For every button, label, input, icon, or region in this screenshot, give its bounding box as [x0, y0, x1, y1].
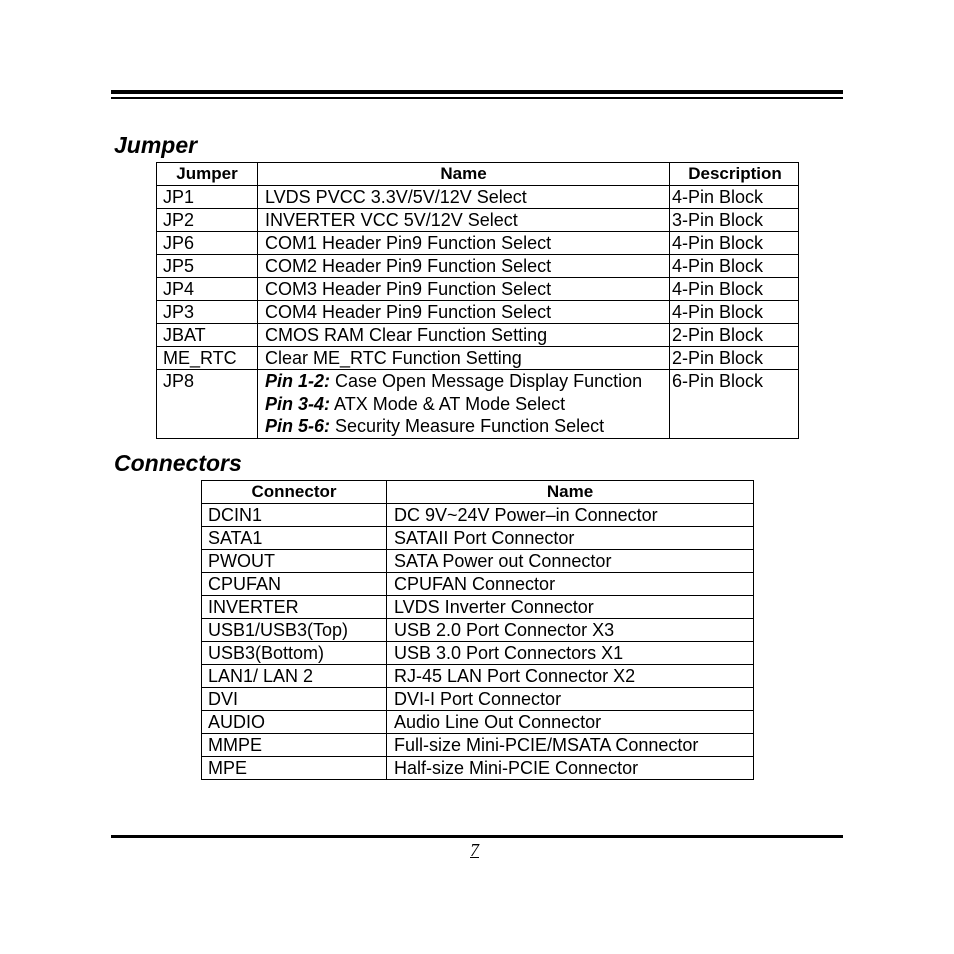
table-row: [202, 711, 754, 734]
jumper-cell: JP3: [157, 301, 258, 324]
description-cell: 3-Pin Block: [670, 209, 799, 232]
page-number: 7: [470, 840, 479, 860]
description-cell: 6-Pin Block: [670, 370, 799, 439]
name-cell: DVI-I Port Connector: [387, 688, 754, 711]
table-row: [202, 596, 754, 619]
jp8-pin-line: [265, 393, 669, 416]
name-cell: Audio Line Out Connector: [387, 711, 754, 734]
connectors-table-body: [202, 504, 754, 780]
jumper-cell: JP4: [157, 278, 258, 301]
name-cell: INVERTER VCC 5V/12V Select: [258, 209, 670, 232]
table-row: [157, 324, 799, 347]
connector-cell: USB3(Bottom): [202, 642, 387, 665]
pin-text: Case Open Message Display Function: [330, 371, 643, 391]
table-row: [202, 642, 754, 665]
connector-cell: AUDIO: [202, 711, 387, 734]
name-cell: COM1 Header Pin9 Function Select: [258, 232, 670, 255]
jumper-section-title: Jumper: [114, 132, 198, 158]
table-row: [157, 232, 799, 255]
name-cell: CPUFAN Connector: [387, 573, 754, 596]
connector-cell: DVI: [202, 688, 387, 711]
connector-cell: USB1/USB3(Top): [202, 619, 387, 642]
jumper-cell: JP1: [157, 186, 258, 209]
name-cell: USB 3.0 Port Connectors X1: [387, 642, 754, 665]
table-row: [202, 550, 754, 573]
table-row: [157, 209, 799, 232]
table-row: [202, 504, 754, 527]
pin-label: Pin 5-6:: [265, 416, 331, 436]
name-cell: Clear ME_RTC Function Setting: [258, 347, 670, 370]
table-row: [202, 665, 754, 688]
table-row: [157, 255, 799, 278]
name-cell: RJ-45 LAN Port Connector X2: [387, 665, 754, 688]
pin-label: Pin 1-2:: [265, 371, 331, 391]
name-cell: SATAII Port Connector: [387, 527, 754, 550]
name-cell: USB 2.0 Port Connector X3: [387, 619, 754, 642]
table-row: [202, 527, 754, 550]
pin-text: Security Measure Function Select: [330, 416, 605, 436]
table-row: [157, 347, 799, 370]
header-rule-thin: [111, 97, 843, 99]
jumper-cell: JP2: [157, 209, 258, 232]
jumper-cell: JBAT: [157, 324, 258, 347]
description-cell: 4-Pin Block: [670, 278, 799, 301]
name-cell: COM2 Header Pin9 Function Select: [258, 255, 670, 278]
jumper-table: [156, 162, 799, 439]
connector-cell: MPE: [202, 757, 387, 780]
description-cell: 2-Pin Block: [670, 347, 799, 370]
table-row: [202, 573, 754, 596]
connector-cell: LAN1/ LAN 2: [202, 665, 387, 688]
name-cell: CMOS RAM Clear Function Setting: [258, 324, 670, 347]
connector-cell: INVERTER: [202, 596, 387, 619]
description-cell: 4-Pin Block: [670, 255, 799, 278]
table-row-jp8: [157, 370, 799, 439]
description-cell: 4-Pin Block: [670, 186, 799, 209]
table-row: [202, 619, 754, 642]
jumper-cell: JP5: [157, 255, 258, 278]
name-cell: Full-size Mini-PCIE/MSATA Connector: [387, 734, 754, 757]
column-header-connector: Connector: [202, 481, 387, 504]
header-rule-thick: [111, 90, 843, 94]
footer-rule: [111, 835, 843, 838]
table-row: [202, 734, 754, 757]
table-row: [157, 278, 799, 301]
jumper-cell: ME_RTC: [157, 347, 258, 370]
name-cell: SATA Power out Connector: [387, 550, 754, 573]
connector-cell: MMPE: [202, 734, 387, 757]
jumper-table-header-row: [157, 163, 799, 186]
connector-cell: SATA1: [202, 527, 387, 550]
description-cell: 4-Pin Block: [670, 232, 799, 255]
description-cell: 2-Pin Block: [670, 324, 799, 347]
pin-label: Pin 3-4:: [265, 393, 331, 414]
table-row: [157, 301, 799, 324]
column-header-description: Description: [670, 163, 799, 186]
table-row: [202, 757, 754, 780]
connectors-table: [201, 480, 754, 780]
name-cell: COM4 Header Pin9 Function Select: [258, 301, 670, 324]
jumper-table-body: [157, 186, 799, 439]
name-cell: Half-size Mini-PCIE Connector: [387, 757, 754, 780]
table-row: [157, 186, 799, 209]
jp8-pin-line: [265, 415, 669, 438]
name-cell: COM3 Header Pin9 Function Select: [258, 278, 670, 301]
pin-text: ATX Mode & AT Mode Select: [330, 393, 566, 414]
jp8-pin-list: [258, 370, 670, 439]
name-cell: DC 9V~24V Power–in Connector: [387, 504, 754, 527]
name-cell: LVDS Inverter Connector: [387, 596, 754, 619]
jumper-cell: JP8: [157, 370, 258, 439]
description-cell: 4-Pin Block: [670, 301, 799, 324]
name-cell: LVDS PVCC 3.3V/5V/12V Select: [258, 186, 670, 209]
column-header-jumper: Jumper: [157, 163, 258, 186]
jumper-cell: JP6: [157, 232, 258, 255]
connector-cell: CPUFAN: [202, 573, 387, 596]
connector-cell: DCIN1: [202, 504, 387, 527]
table-row: [202, 688, 754, 711]
column-header-name: Name: [387, 481, 754, 504]
connector-cell: PWOUT: [202, 550, 387, 573]
jp8-pin-line: [265, 370, 669, 393]
connectors-section-title: Connectors: [114, 450, 242, 476]
connectors-table-header-row: [202, 481, 754, 504]
column-header-name: Name: [258, 163, 670, 186]
